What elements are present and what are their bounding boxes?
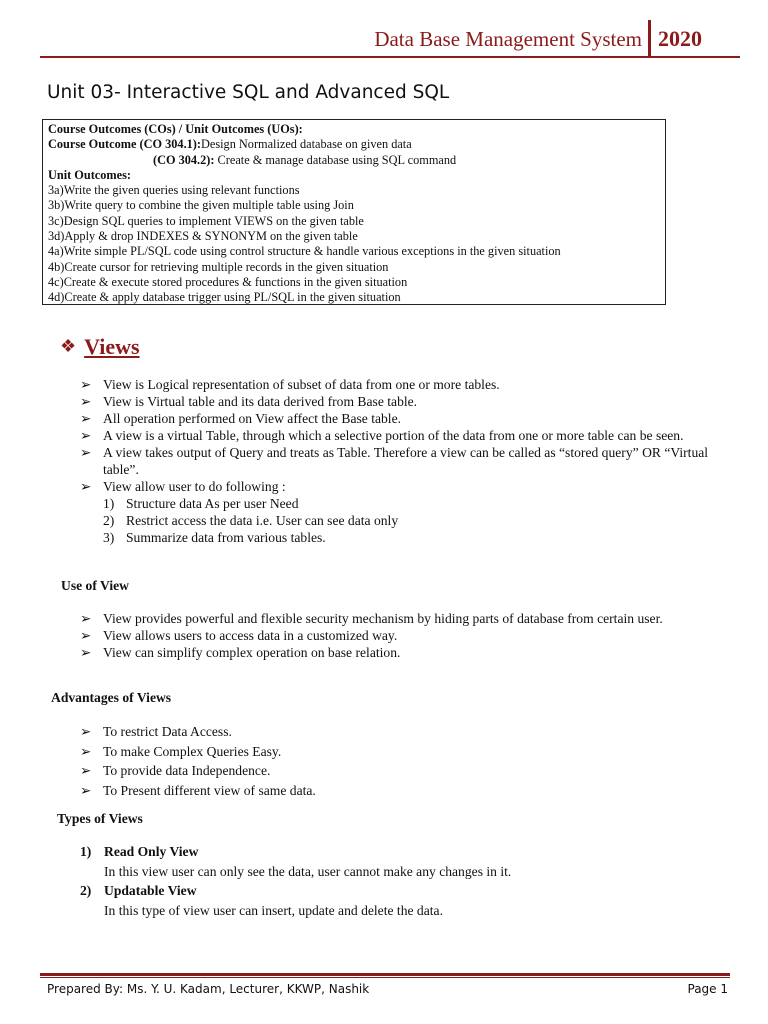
list-item-text: To restrict Data Access.: [103, 724, 232, 739]
list-item: [80, 742, 720, 762]
list-item: [80, 393, 720, 410]
list-item-text: Restrict access the data i.e. User can see data only: [126, 513, 399, 528]
item-number: 2): [103, 513, 115, 528]
list-item-text: View can simplify complex operation on base relation.: [103, 645, 401, 660]
arrow-bullet-icon: ➢: [80, 377, 92, 392]
list-item: [103, 512, 720, 529]
footer-rule: [40, 977, 730, 978]
list-item-text: To make Complex Queries Easy.: [103, 743, 282, 759]
types-heading: Types of Views: [57, 811, 143, 826]
list-item: [80, 410, 720, 427]
arrow-bullet-icon: ➢: [80, 445, 92, 460]
views-title: Views: [84, 334, 140, 359]
arrow-bullet-icon: ➢: [80, 782, 92, 798]
list-item-text: Summarize data from various tables.: [126, 530, 326, 545]
unit-outcome-item: 4d)Create & apply database trigger using PL/SQL in the given situation: [48, 290, 401, 305]
list-item-text: View provides powerful and flexible security mechanism by hiding parts of database from certain user.: [103, 611, 663, 626]
type-title: Read Only View: [104, 844, 199, 859]
list-item-text: All operation performed on View affect the Base table.: [103, 411, 402, 426]
list-item-text: To provide data Independence.: [103, 763, 271, 778]
list-item: [80, 761, 720, 781]
unit-outcome-item: 3d)Apply & drop INDEXES & SYNONYM on the given table: [48, 229, 358, 244]
unit-title: Unit 03- Interactive SQL and Advanced SQL: [47, 82, 450, 103]
item-number: 1): [80, 844, 92, 859]
unit-outcome-item: 4a)Write simple PL/SQL code using control structure & handle various exceptions in the given situation: [48, 244, 561, 259]
list-item: [80, 781, 720, 801]
arrow-bullet-icon: ➢: [80, 743, 92, 759]
arrow-bullet-icon: ➢: [80, 428, 92, 443]
advantages-list: [80, 722, 720, 800]
header-title: Data Base Management System: [374, 27, 642, 51]
arrow-bullet-icon: ➢: [80, 645, 92, 660]
list-item: [80, 478, 720, 546]
list-item-text: A view takes output of Query and treats as Table. Therefore a view can be called as “stored query” OR “Virtual table”.: [103, 445, 709, 477]
footer-prepared-by: Prepared By: Ms. Y. U. Kadam, Lecturer, KKWP, Nashik: [47, 982, 370, 996]
arrow-bullet-icon: ➢: [80, 479, 92, 494]
course-outcome-1: [48, 137, 665, 152]
footer-rule: [40, 973, 730, 976]
advantages-heading: Advantages of Views: [51, 690, 172, 705]
type-title: Updatable View: [104, 883, 197, 898]
unit-outcome-item: 3b)Write query to combine the given multiple table using Join: [48, 198, 354, 213]
list-item: [80, 644, 720, 661]
list-item-text: Structure data As per user Need: [126, 496, 299, 511]
course-outcome-2: [48, 153, 665, 168]
outcomes-heading: Course Outcomes (COs) / Unit Outcomes (UOs):: [48, 122, 303, 136]
arrow-bullet-icon: ➢: [80, 394, 92, 409]
list-item: [80, 627, 720, 644]
header-separator: [648, 20, 651, 58]
view-capabilities-list: [103, 495, 720, 546]
list-item: [103, 495, 720, 512]
list-item-text: A view is a virtual Table, through which a selective portion of the data from one or more table can be seen.: [103, 428, 684, 443]
footer-page-number: Page 1: [687, 982, 728, 996]
item-number: 2): [80, 883, 92, 898]
co2-text: Create & manage database using SQL command: [214, 152, 457, 167]
list-item: [80, 722, 720, 742]
unit-outcome-item: 4c)Create & execute stored procedures & functions in the given situation: [48, 274, 408, 289]
list-item: [103, 529, 720, 546]
use-of-view-heading: Use of View: [61, 578, 129, 593]
item-number: 3): [103, 530, 115, 545]
list-item: [80, 427, 720, 444]
item-number: 1): [103, 496, 115, 511]
list-item-text: To Present different view of same data.: [103, 782, 316, 798]
diamond-bullet-icon: ❖: [60, 336, 77, 356]
co2-label: (CO 304.2):: [153, 152, 215, 167]
course-outcomes-box: [42, 119, 666, 305]
unit-outcome-item: 3c)Design SQL queries to implement VIEWS on the given table: [48, 213, 364, 228]
co1-text: Design Normalized database on given data: [201, 137, 412, 152]
unit-outcome-item: 4b)Create cursor for retrieving multiple records in the given situation: [48, 259, 389, 274]
co1-label: Course Outcome (CO 304.1):: [48, 137, 201, 152]
arrow-bullet-icon: ➢: [80, 763, 92, 778]
unit-outcomes-heading: Unit Outcomes:: [48, 167, 131, 182]
type-description: In this type of view user can insert, update and delete the data.: [104, 902, 443, 918]
type-description: In this view user can only see the data, user cannot make any changes in it.: [104, 863, 512, 879]
header-rule: [40, 56, 740, 58]
views-heading: [60, 334, 140, 360]
types-list: [80, 842, 511, 920]
header-year: 2020: [658, 26, 702, 51]
list-item-text: View allow user to do following :: [103, 479, 286, 494]
arrow-bullet-icon: ➢: [80, 411, 92, 426]
arrow-bullet-icon: ➢: [80, 611, 92, 626]
arrow-bullet-icon: ➢: [80, 628, 92, 643]
list-item: [80, 610, 720, 627]
list-item: [80, 376, 720, 393]
list-item-text: View is Logical representation of subset of data from one or more tables.: [103, 377, 500, 392]
list-item-text: View is Virtual table and its data derived from Base table.: [103, 394, 418, 409]
list-item: [80, 881, 511, 920]
list-item: [80, 842, 511, 881]
use-of-view-list: [80, 610, 720, 661]
views-bullet-list: [80, 376, 720, 546]
list-item: [80, 444, 720, 478]
unit-outcome-item: 3a)Write the given queries using relevant functions: [48, 183, 300, 198]
arrow-bullet-icon: ➢: [80, 724, 92, 739]
list-item-text: View allows users to access data in a customized way.: [103, 628, 398, 643]
